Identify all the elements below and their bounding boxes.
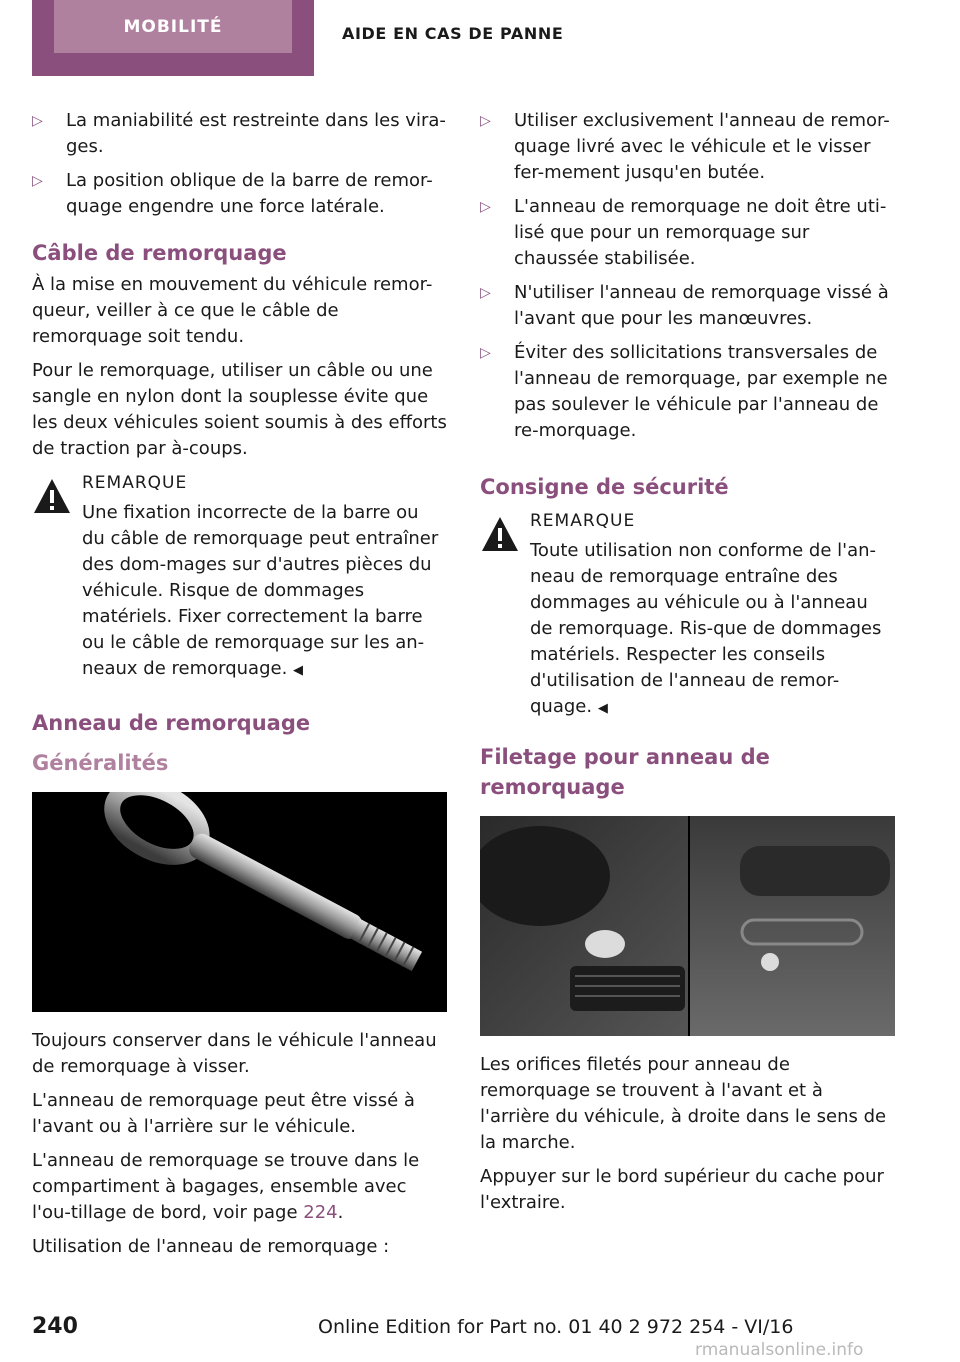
- page-link[interactable]: 224: [303, 1202, 338, 1223]
- paragraph: Utilisation de l'anneau de remorquage :: [32, 1236, 390, 1257]
- list-item: ▷ L'anneau de remorquage ne doit être uti-lisé que pour un remorquage sur chaussée stabilisée.: [480, 196, 887, 269]
- chapter-tab: [32, 0, 314, 76]
- bullet-triangle-icon: ▷: [32, 173, 43, 189]
- edition-line: Online Edition for Part no. 01 40 2 972 254 - VI/16: [318, 1316, 794, 1338]
- warning-triangle-icon: [480, 514, 520, 554]
- list-item: ▷ Utiliser exclusivement l'anneau de remor-quage livré avec le véhicule et le visser fer-mement jusqu'en butée.: [480, 110, 890, 183]
- left-column: [32, 108, 447, 1268]
- filetage-heading: Filetage pour anneau de remorquage: [480, 745, 770, 799]
- paragraph: Toujours conserver dans le véhicule l'anneau de remorquage à visser.: [32, 1030, 437, 1077]
- warning-block: [32, 470, 447, 684]
- bullet-triangle-icon: ▷: [32, 113, 43, 129]
- bullet-list-top: [32, 108, 447, 220]
- right-column: [480, 108, 895, 1224]
- bullet-triangle-icon: ▷: [480, 199, 491, 215]
- page-number: 240: [32, 1314, 78, 1339]
- warning-body: Une fixation incorrecte de la barre ou du câble de remorquage peut entraîner des dom-mages sur d'autres pièces du véhicule. Risque de dommages matériels. Fixer correctement la barre ou le câble de remorquage sur les an-neaux de remorquage. ◀: [82, 502, 439, 679]
- list-item: ▷ Éviter des sollicitations transversales de l'anneau de remorquage, par exemple ne pas soulever le véhicule par l'anneau de re-morquage.: [480, 342, 888, 441]
- cable-heading: Câble de remorquage: [32, 241, 287, 265]
- paragraph: Les orifices filetés pour anneau de remorquage se trouvent à l'avant et à l'arrière du véhicule, à droite dans le sens de la marche.: [480, 1054, 887, 1153]
- list-item: ▷ La maniabilité est restreinte dans les vira-ges.: [32, 110, 446, 157]
- bullet-triangle-icon: ▷: [480, 113, 491, 129]
- tow-eye-image: [32, 792, 447, 1012]
- paragraph: Pour le remorquage, utiliser un câble ou une sangle en nylon dont la souplesse évite que les deux véhicules soient soumis à des efforts de traction par à-coups.: [32, 360, 447, 459]
- bullet-triangle-icon: ▷: [480, 345, 491, 361]
- list-item: ▷ La position oblique de la barre de remor-quage engendre une force latérale.: [32, 170, 433, 217]
- tow-thread-image: [480, 816, 895, 1036]
- paragraph: Appuyer sur le bord supérieur du cache pour l'extraire.: [480, 1166, 884, 1213]
- bullet-list-usage: [480, 108, 895, 444]
- paragraph: L'anneau de remorquage se trouve dans le compartiment à bagages, ensemble avec l'ou-tillage de bord, voir page 224.: [32, 1150, 420, 1223]
- safety-heading: Consigne de sécurité: [480, 475, 729, 499]
- end-mark: ◀: [597, 701, 608, 716]
- anneau-heading: Anneau de remorquage: [32, 711, 311, 735]
- warning-triangle-icon: [32, 476, 72, 516]
- end-mark: ◀: [293, 663, 304, 678]
- section-title: AIDE EN CAS DE PANNE: [342, 24, 564, 43]
- watermark: rmanualsonline.info: [695, 1340, 864, 1360]
- bullet-triangle-icon: ▷: [480, 285, 491, 301]
- warning-block: [480, 508, 895, 722]
- warning-title: REMARQUE: [82, 473, 188, 493]
- paragraph: À la mise en mouvement du véhicule remor-queur, veiller à ce que le câble de remorquage soit tendu.: [32, 274, 433, 347]
- list-item: ▷ N'utiliser l'anneau de remorquage vissé à l'avant que pour les manœuvres.: [480, 282, 889, 329]
- paragraph: L'anneau de remorquage peut être vissé à l'avant ou à l'arrière sur le véhicule.: [32, 1090, 415, 1137]
- chapter-tab-label: MOBILITÉ: [54, 0, 292, 53]
- warning-title: REMARQUE: [530, 511, 636, 531]
- generalites-heading: Généralités: [32, 751, 169, 775]
- warning-body: Toute utilisation non conforme de l'an-neau de remorquage entraîne des dommages au véhicule ou à l'anneau de remorquage. Ris-que de dommages matériels. Respecter les conseils d'utilisation de l'anneau de remor-quage. ◀: [530, 540, 882, 717]
